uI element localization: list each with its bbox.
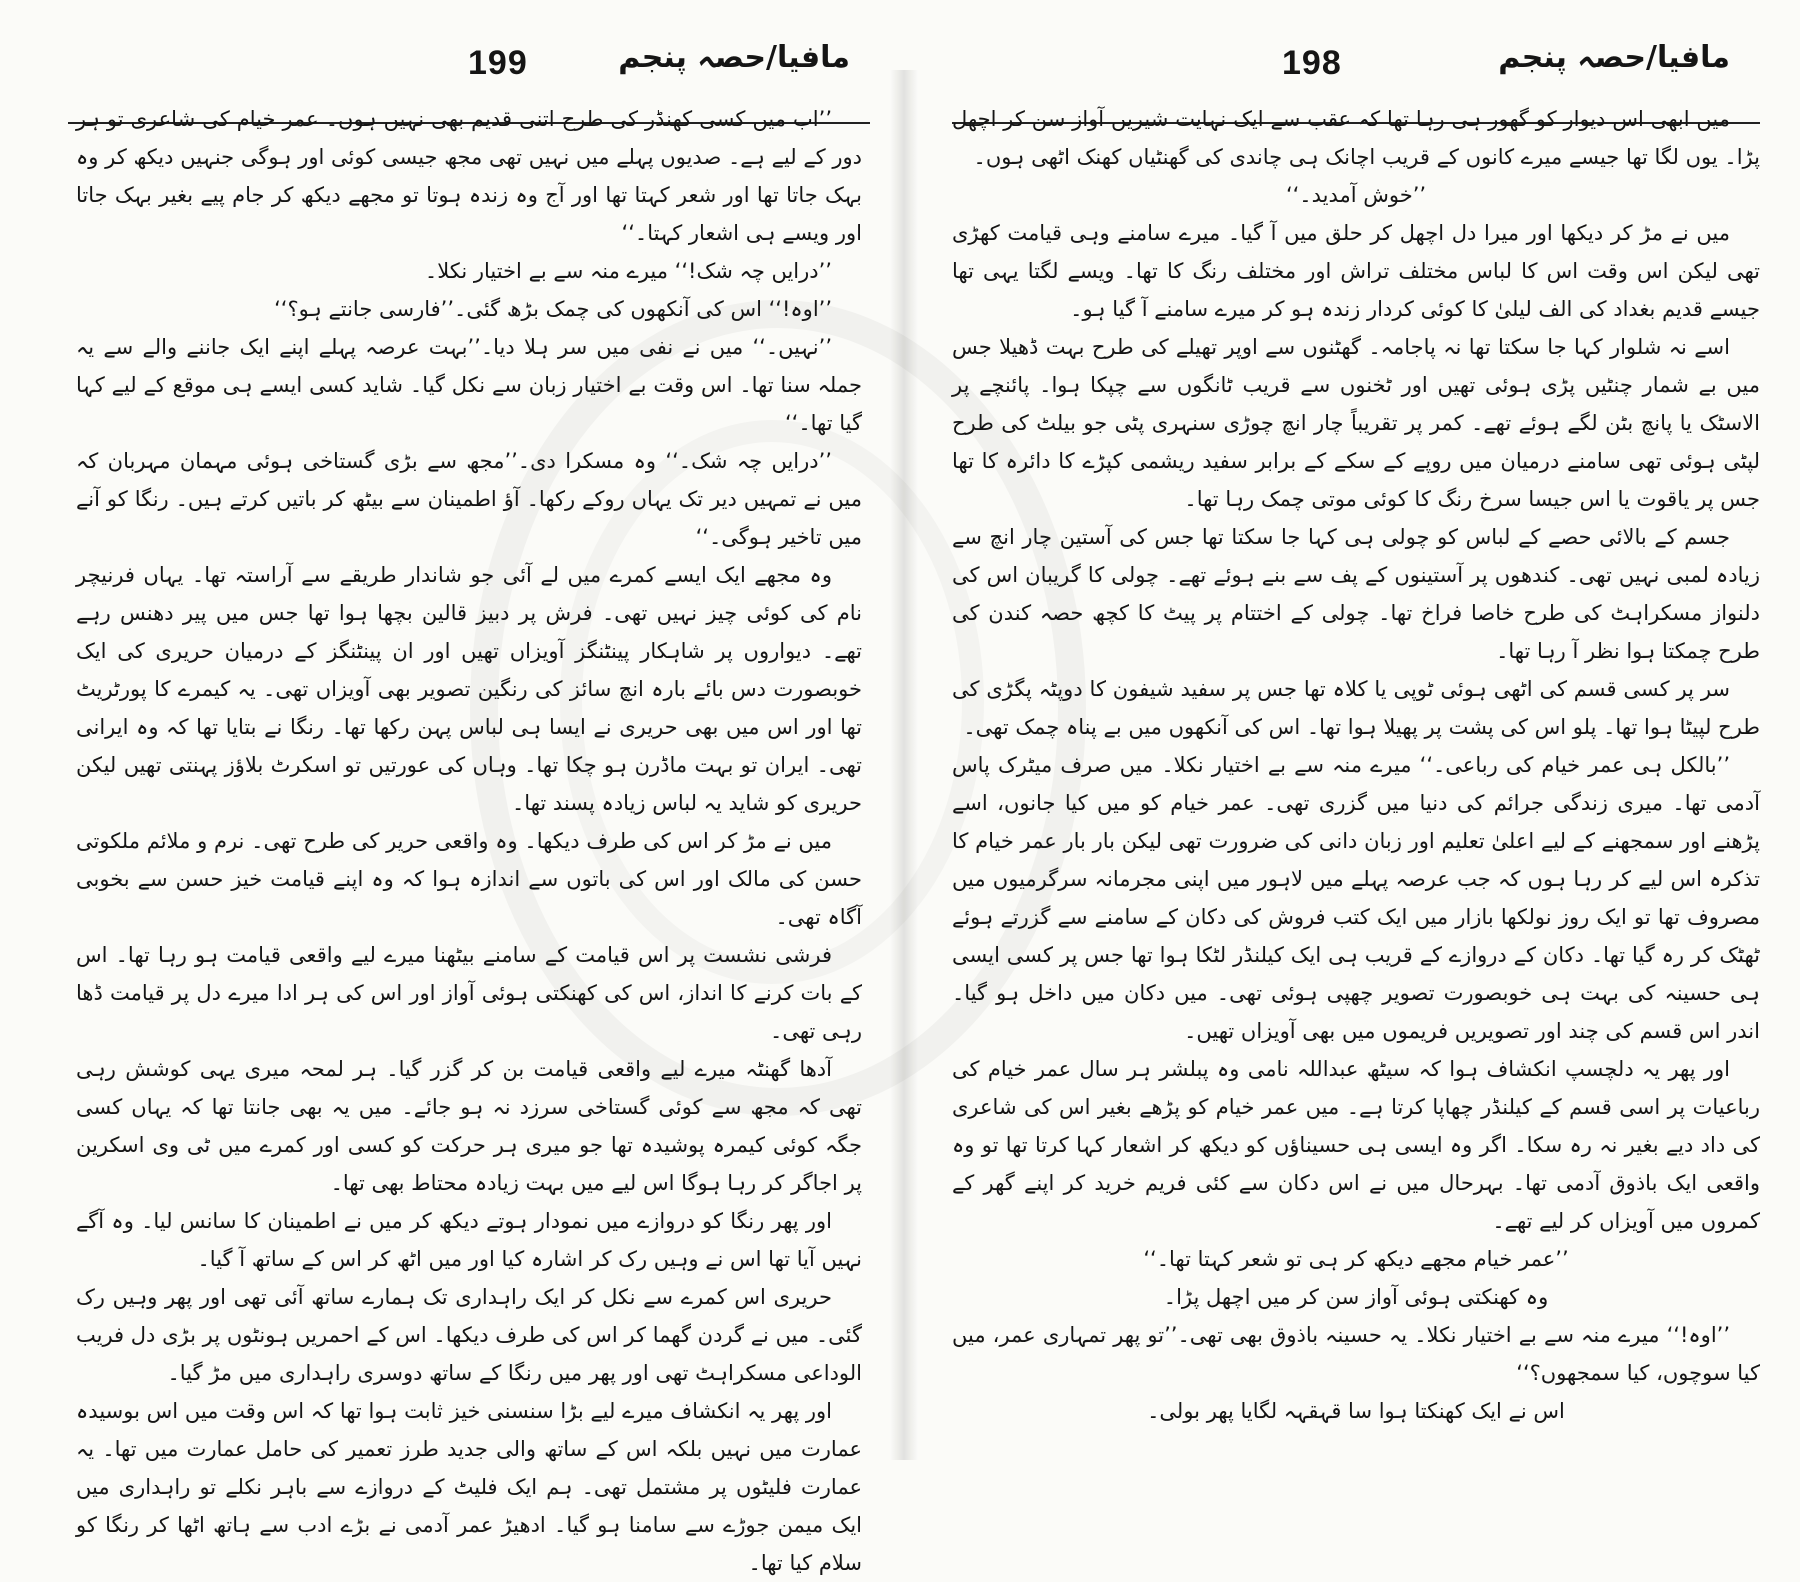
paragraph: اسے نہ شلوار کہا جا سکتا تھا نہ پاجامہ۔ گھٹنوں سے اوپر تھیلے کی طرح بہت ڈھیلا جس میں بے شمار چنٹیں پڑی ہوئی تھیں اور ٹخنوں سے قریب ٹانگوں سے چپکا ہوا۔ پائنچے پر الاسٹک یا پانچ بٹن لگے ہوئے تھے۔ کمر پر تقریباً چار انچ چوڑی سنہری پٹی جو بیلٹ کی طرح لپٹی ہوئی تھی سامنے درمیان میں روپے کے سکے کے برابر سفید ریشمی کپڑے کا دائرہ کا تھا جس پر یاقوت یا اس جیسا سرخ رنگ کا کوئی موتی چمک رہا تھا۔ — [952, 335, 1760, 511]
paragraph: ’’اوہ!‘‘ میرے منہ سے بے اختیار نکلا۔ یہ حسینہ باذوق بھی تھی۔’’تو پھر تمہاری عمر، میں کیا سوچوں، کیا سمجھوں؟‘‘ — [952, 1323, 1760, 1385]
running-title: مافیا/حصہ پنجم — [1498, 40, 1730, 75]
paragraph: میں نے مڑ کر دیکھا اور میرا دل اچھل کر حلق میں آ گیا۔ میرے سامنے وہی قیامت کھڑی تھی لیکن اس وقت اس کا لباس مختلف تراش اور مختلف رنگ کا تھا۔ ویسے لگتا یہی تھا جیسے قدیم بغداد کی الف لیلیٰ کا کوئی کردار زندہ ہو کر میرے سامنے آ گیا ہو۔ — [952, 221, 1760, 321]
paragraph: وہ مجھے ایک ایسے کمرے میں لے آئی جو شاندار طریقے سے آراستہ تھا۔ یہاں فرنیچر نام کی کوئی چیز نہیں تھی۔ فرش پر دبیز قالین بچھا ہوا تھا جس میں پیر دھنس رہے تھے۔ دیواروں پر شاہکار پینٹنگز آویزاں تھیں اور ان پینٹنگز کے درمیان حریری کی ایک خوبصورت دس بائے بارہ انچ سائز کی رنگین تصویر بھی آویزاں تھی۔ یہ کیمرے کا پورٹریٹ تھا اور اس میں بھی حریری نے ایسا ہی لباس پہن رکھا تھا۔ رنگا نے بتایا تھا کہ وہ ایرانی تھی۔ ایران تو بہت ماڈرن ہو چکا تھا۔ وہاں کی عورتیں تو اسکرٹ بلاؤز پہنتی تھیں لیکن حریری کو شاید یہ لباس زیادہ پسند تھا۔ — [76, 563, 862, 815]
paragraph: ’’خوش آمدید۔‘‘ — [1285, 183, 1427, 207]
page-number: 198 — [1282, 44, 1342, 82]
paragraph: ’’نہیں۔‘‘ میں نے نفی میں سر ہلا دیا۔’’بہت عرصہ پہلے اپنے ایک جاننے والے سے یہ جملہ سنا تھا۔ اس وقت بے اختیار زبان سے نکل گیا۔ شاید کسی ایسے ہی موقع کے لیے کہا گیا تھا۔‘‘ — [76, 335, 862, 435]
page-number: 199 — [468, 44, 528, 82]
paragraph: آدھا گھنٹہ میرے لیے واقعی قیامت بن کر گزر گیا۔ ہر لمحہ میری یہی کوشش رہی تھی کہ مجھ سے کوئی گستاخی سرزد نہ ہو جائے۔ میں یہ بھی جانتا تھا کہ یہاں کسی جگہ کوئی کیمرہ پوشیدہ تھا جو میری ہر حرکت کو کسی اور کمرے میں ٹی وی اسکرین پر اجاگر کر رہا ہوگا اس لیے میں بہت زیادہ محتاط بھی تھا۔ — [76, 1057, 862, 1195]
paragraph: ’’اب میں کسی کھنڈر کی طرح اتنی قدیم بھی نہیں ہوں۔ عمر خیام کی شاعری تو ہر دور کے لیے ہے۔ صدیوں پہلے میں نہیں تھی مجھ جیسی کوئی اور ہوگی جنہیں دیکھ کر وہ بہک جاتا تھا اور شعر کہتا تھا اور آج وہ زندہ ہوتا تو مجھے دیکھ کر جام پیے بغیر بہک جاتا اور ویسے ہی اشعار کہتا۔‘‘ — [76, 107, 862, 245]
paragraph: میں ابھی اس دیوار کو گھور ہی رہا تھا کہ عقب سے ایک نہایت شیریں آواز سن کر اچھل پڑا۔ یوں لگا تھا جیسے میرے کانوں کے قریب اچانک ہی چاندی کی گھنٹیاں کھنک اٹھی ہوں۔ — [952, 107, 1760, 169]
paragraph: ’’عمر خیام مجھے دیکھ کر ہی تو شعر کہتا تھا۔‘‘ — [1143, 1247, 1569, 1271]
paragraph: ’’درایں چہ شک!‘‘ میرے منہ سے بے اختیار نکلا۔ — [424, 259, 832, 283]
paragraph: اور پھر رنگا کو دروازے میں نمودار ہوتے دیکھ کر میں نے اطمینان کا سانس لیا۔ وہ آگے نہیں آیا تھا اس نے وہیں رک کر اشارہ کیا اور میں اٹھ کر اس کے ساتھ آ گیا۔ — [76, 1209, 862, 1271]
paragraph: وہ کھنکتی ہوئی آواز سن کر میں اچھل پڑا۔ — [1163, 1285, 1549, 1309]
paragraph: حریری اس کمرے سے نکل کر ایک راہداری تک ہمارے ساتھ آئی تھی اور پھر وہیں رک گئی۔ میں نے گردن گھما کر اس کی طرف دیکھا۔ اس کے احمریں ہونٹوں پر بڑی دل فریب الوداعی مسکراہٹ تھی اور پھر میں رنگا کے ساتھ دوسری راہداری میں مڑ گیا۔ — [76, 1285, 862, 1385]
paragraph: اس نے ایک کھنکتا ہوا سا قہقہہ لگایا پھر بولی۔ — [1147, 1399, 1565, 1423]
paragraph: فرشی نشست پر اس قیامت کے سامنے بیٹھنا میرے لیے واقعی قیامت ہو رہا تھا۔ اس کے بات کرنے کا انداز، اس کی کھنکتی ہوئی آواز اور اس کی ہر ادا میرے دل پر قیامت ڈھا رہی تھی۔ — [76, 943, 862, 1043]
running-title: مافیا/حصہ پنجم — [618, 40, 850, 75]
left-page-body — [76, 100, 862, 1582]
right-page — [912, 0, 1770, 1481]
paragraph: اور پھر یہ انکشاف میرے لیے بڑا سنسنی خیز ثابت ہوا تھا کہ اس وقت میں اس بوسیدہ عمارت میں نہیں بلکہ اس کے ساتھ والی جدید طرز تعمیر کی حامل عمارت میں تھا۔ یہ عمارت فلیٹوں پر مشتمل تھی۔ ہم ایک فلیٹ کے دروازے سے باہر نکلے تو راہداری میں ایک میمن جوڑے سے سامنا ہو گیا۔ ادھیڑ عمر آدمی نے بڑے ادب سے ہاتھ اٹھا کر رنگا کو سلام کیا تھا۔ — [76, 1399, 862, 1575]
paragraph: ’’درایں چہ شک۔‘‘ وہ مسکرا دی۔’’مجھ سے بڑی گستاخی ہوئی مہمان مہربان کہ میں نے تمہیں دیر تک یہاں روکے رکھا۔ آؤ اطمینان سے بیٹھ کر باتیں کرتے ہیں۔ رنگا کو آنے میں تاخیر ہوگی۔‘‘ — [76, 449, 862, 549]
right-page-body — [952, 100, 1760, 1430]
left-page — [38, 0, 890, 1575]
paragraph: ’’بالکل ہی عمر خیام کی رباعی۔‘‘ میرے منہ سے بے اختیار نکلا۔ میں صرف میٹرک پاس آدمی تھا۔ میری زندگی جرائم کی دنیا میں گزری تھی۔ عمر خیام کو میں کیا جانوں، اسے پڑھنے اور سمجھنے کے لیے اعلیٰ تعلیم اور زبان دانی کی ضرورت تھی لیکن بار بار عمر خیام کا تذکرہ اس لیے کر رہا ہوں کہ جب عرصہ پہلے میں لاہور میں اپنی مجرمانہ سرگرمیوں میں مصروف تھا تو ایک روز نولکھا بازار میں ایک کتب فروش کی دکان کے سامنے سے گزرتے ہوئے ٹھٹک کر رہ گیا تھا۔ دکان کے دروازے کے قریب ہی ایک کیلنڈر لٹکا ہوا تھا جس پر کسی ایسی ہی حسینہ کی بہت ہی خوبصورت تصویر چھپی ہوئی تھی۔ میں دکان میں داخل ہو گیا۔ اندر اس قسم کی چند اور تصویریں فریموں میں بھی آویزاں تھیں۔ — [952, 753, 1760, 1043]
paragraph: میں نے مڑ کر اس کی طرف دیکھا۔ وہ واقعی حریر کی طرح تھی۔ نرم و ملائم ملکوتی حسن کی مالک اور اس کی باتوں سے اندازہ ہوا کہ وہ اپنے قیامت خیز حسن سے بخوبی آگاہ تھی۔ — [76, 829, 862, 929]
paragraph: ’’اوہ!‘‘ اس کی آنکھوں کی چمک بڑھ گئی۔’’فارسی جانتے ہو؟‘‘ — [274, 297, 832, 321]
left-page-header — [38, 38, 890, 98]
paragraph: سر پر کسی قسم کی اٹھی ہوئی ٹوپی یا کلاہ تھا جس پر سفید شیفون کا دوپٹہ پگڑی کی طرح لپیٹا ہوا تھا۔ پلو اس کی پشت پر پھیلا ہوا تھا۔ اس کی آنکھوں میں بے پناہ چمک تھی۔ — [952, 677, 1760, 739]
right-page-header — [912, 38, 1770, 98]
paragraph: جسم کے بالائی حصے کے لباس کو چولی ہی کہا جا سکتا تھا جس کی آستین چار انچ سے زیادہ لمبی نہیں تھی۔ کندھوں پر آستینوں کے پف سے بنے ہوئے تھے۔ چولی کا گریبان اس کی دلنواز مسکراہٹ کی طرح خاصا فراخ تھا۔ چولی کے اختتام پر پیٹ کا کچھ حصہ کندن کی طرح چمکتا ہوا نظر آ رہا تھا۔ — [952, 525, 1760, 663]
paragraph: اور پھر یہ دلچسپ انکشاف ہوا کہ سیٹھ عبداللہ نامی وہ پبلشر ہر سال عمر خیام کی رباعیات پر اسی قسم کے کیلنڈر چھاپا کرتا ہے۔ میں عمر خیام کو پڑھے بغیر اس کی شاعری کی داد دیے بغیر نہ رہ سکا۔ اگر وہ ایسی ہی حسیناؤں کو دیکھ کر اشعار کہا کرتا تھا تو وہ واقعی ایک باذوق آدمی تھا۔ بہرحال میں نے اس دکان سے کئی فریم خرید کر اپنے گھر کے کمروں میں آویزاں کر لیے تھے۔ — [952, 1057, 1760, 1233]
